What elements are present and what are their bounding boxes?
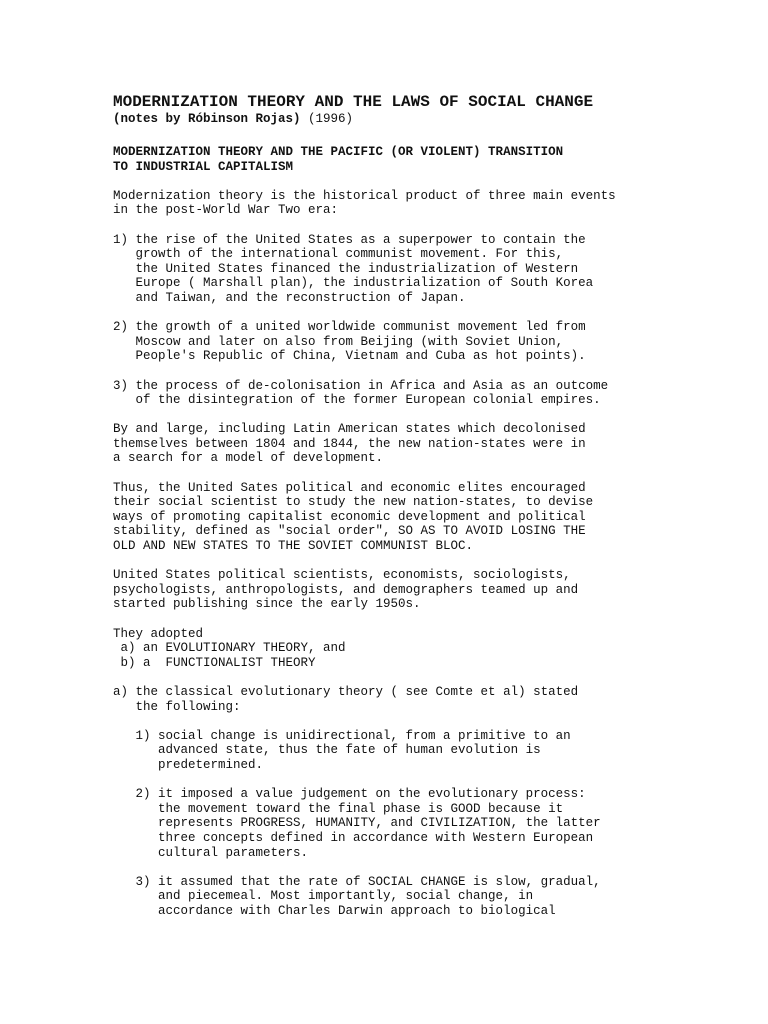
paragraph-elites: Thus, the United Sates political and economic elites encouraged their social scientist to study the new nation-states, to devise ways of promoting capitalist economic development and political stability, defined as "social order", SO AS TO AVOID LOSING THE OLD AND NEW STATES TO THE SOVIET COMMUNIST BLOC. [113,480,594,554]
paragraph-adopted: They adopted a) an EVOLUTIONARY THEORY, and b) a FUNCTIONALIST THEORY [113,626,346,670]
paragraph-evolutionary: a) the classical evolutionary theory ( see Comte et al) stated the following: [113,684,579,714]
spacer [113,408,753,423]
section-heading: MODERNIZATION THEORY AND THE PACIFIC (OR VIOLENT) TRANSITION TO INDUSTRIAL CAPITALISM [113,145,564,174]
spacer [113,670,753,685]
spacer [113,466,753,481]
document-title: MODERNIZATION THEORY AND THE LAWS OF SOCIAL CHANGE [113,93,594,111]
spacer [113,364,753,379]
spacer [113,860,753,875]
sub-item-2: 2) it imposed a value judgement on the evolutionary process: the movement toward the final phase is GOOD because it represents PROGRESS, HUMANITY, and CIVILIZATION, the latter three concepts defined in accordance with Western European cultural parameters. [135,787,601,860]
spacer [113,306,753,321]
list-item-3: 3) the process of de-colonisation in Africa and Asia as an outcome of the disintegration of the former European colonial empires. [113,378,609,408]
paragraph-intro: Modernization theory is the historical product of three main events in the post-World War Two era: [113,188,616,218]
paragraph-latin-america: By and large, including Latin American states which decolonised themselves between 1804 and 1844, the new nation-states were in a search for a model of development. [113,422,586,466]
document-page [113,93,753,918]
document-subtitle [113,112,753,127]
list-item-1: 1) the rise of the United States as a superpower to contain the growth of the international communist movement. For this, the United States financed the industrialization of Western Europe ( Marshall plan), the industrialization of South Korea and Taiwan, and the reconstruction of Japan. [113,232,594,305]
list-item-2: 2) the growth of a united worldwide communist movement led from Moscow and later on also from Beijing (with Soviet Union, People's Republic of China, Vietnam and Cuba as hot points). [113,320,586,364]
spacer [113,554,753,569]
spacer [113,612,753,627]
spacer [113,174,753,189]
author-note: (notes by Róbinson Rojas) [113,112,301,126]
publication-year: (1996) [300,112,354,126]
paragraph-scientists: United States political scientists, economists, sociologists, psychologists, anthropologists, and demographers teamed up and started publishing since the early 1950s. [113,568,579,612]
sub-item-1: 1) social change is unidirectional, from a primitive to an advanced state, thus the fate of human evolution is predetermined. [135,728,571,772]
spacer [113,714,753,729]
spacer [113,773,753,788]
sub-item-3: 3) it assumed that the rate of SOCIAL CHANGE is slow, gradual, and piecemeal. Most importantly, social change, in accordance with Charles Darwin approach to biological [135,874,601,918]
spacer [113,218,753,233]
